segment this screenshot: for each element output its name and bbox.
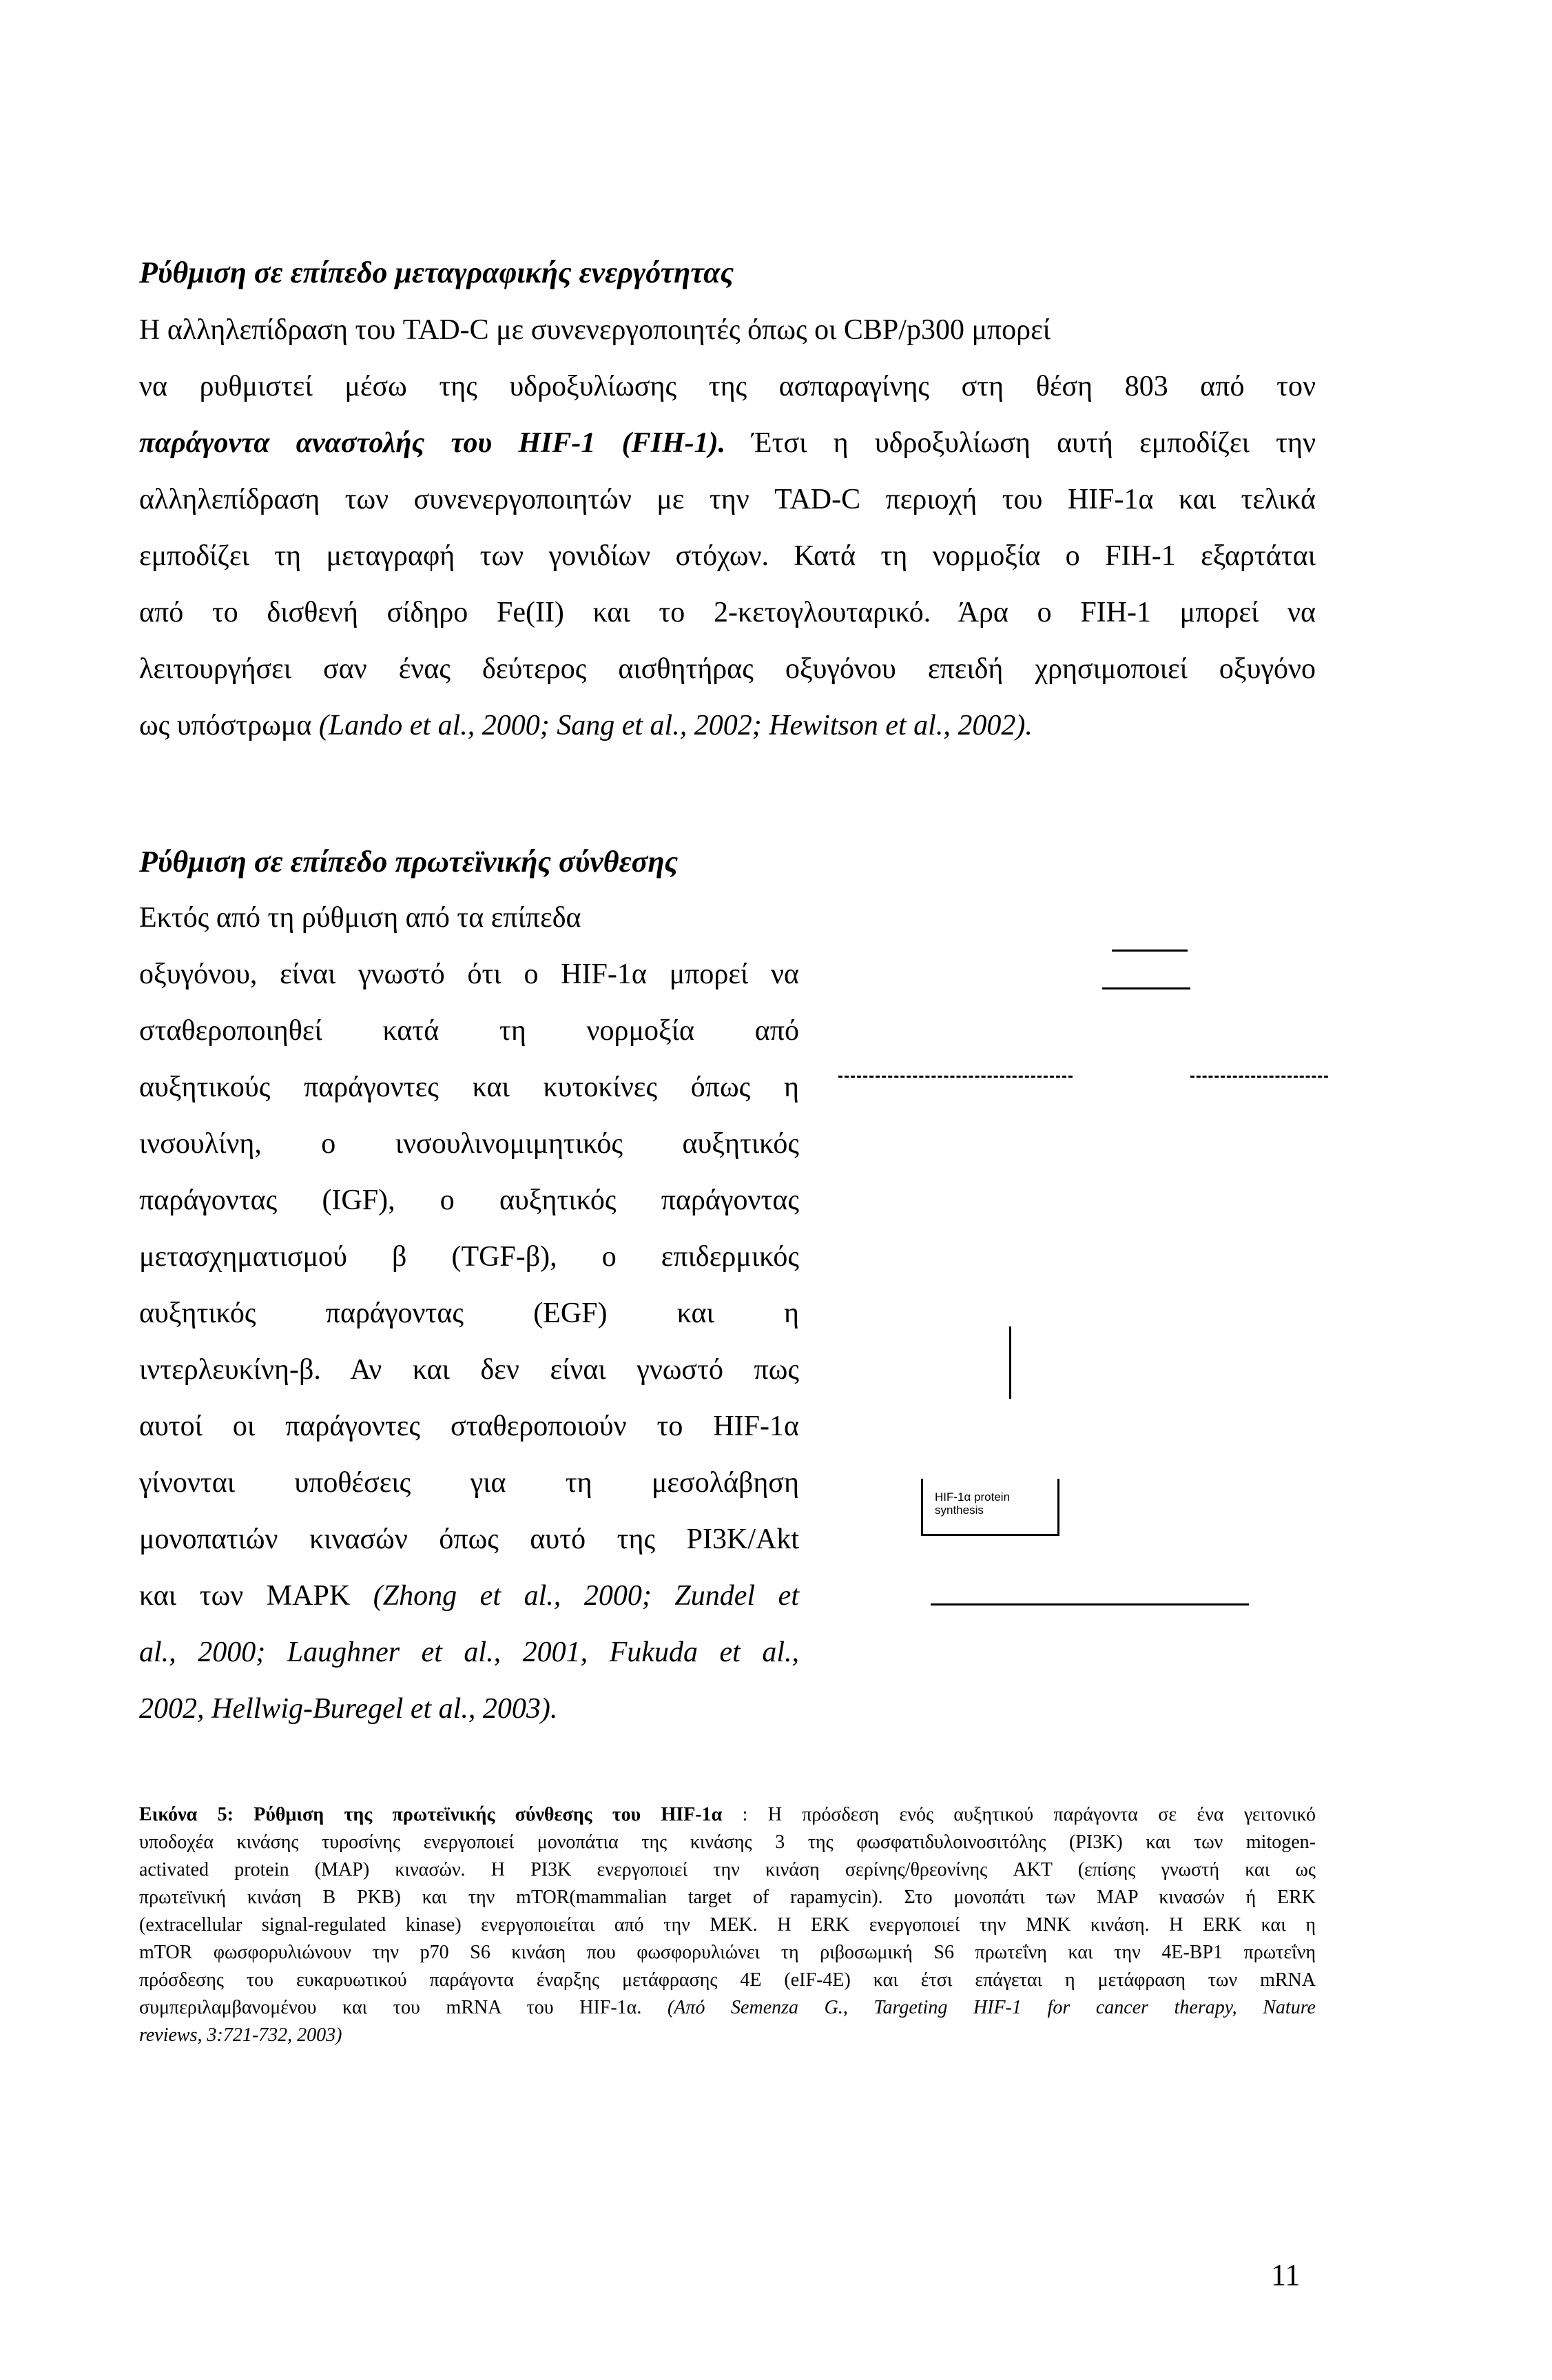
caption-line-text: reviews, 3:721-732, 2003) (139, 2024, 342, 2046)
paragraph-line-text: αυξητικός παράγοντας (EGF) και η (139, 1297, 799, 1329)
paragraph-line-text: (Zhong et al., 2000; Zundel et (373, 1580, 799, 1612)
paragraph-line-text: αλληλεπίδραση των συνενεργοποιητών με την TAD-C περιοχή του HIF-1α και τελικά (139, 484, 1316, 515)
paragraph-line-text: (Lando et al., 2000; Sang et al., 2002; Hewitson et al., 2002). (318, 710, 1033, 741)
paragraph-line (139, 1071, 799, 1104)
caption-line-text: πρόσδεσης του ευκαρυωτικού παράγοντα έναρξης μετάφρασης 4E (eIF-4E) και έτσι επάγεται η μετάφραση των mRNA (139, 1969, 1316, 1991)
paragraph-line (139, 1466, 799, 1499)
paragraph-line (139, 653, 1316, 686)
caption-line (139, 1942, 1316, 1964)
figure-line (1102, 987, 1190, 989)
caption-line-text: συμπεριλαμβανομένου και του mRNA του HIF-1α. (139, 1997, 668, 2018)
caption-line (139, 1804, 1316, 1826)
paragraph-line (139, 709, 1033, 742)
paragraph-line (139, 483, 1316, 516)
paragraph-line-text: μονοπατιών κινασών όπως αυτό της PI3K/Akt (139, 1524, 799, 1555)
caption-line-text: Εικόνα 5: Ρύθμιση της πρωτεϊνικής σύνθεσης του HIF-1α (139, 1804, 723, 1825)
caption-line (139, 2024, 342, 2046)
caption-line (139, 1997, 1316, 2019)
paragraph-line-text: al., 2000; Laughner et al., 2001, Fukuda et al., (139, 1637, 799, 1668)
paragraph-line-text: εμποδίζει τη μεταγραφή των γονιδίων στόχων. Κατά τη νορμοξία ο FIH-1 εξαρτάται (139, 540, 1316, 572)
caption-line (139, 1832, 1316, 1854)
paragraph-line (139, 370, 1316, 403)
figure-vertical-line (1009, 1326, 1011, 1399)
paragraph-line-text: οξυγόνου, είναι γνωστό ότι ο HIF-1α μπορεί να (139, 958, 799, 990)
caption-line-text: mTOR φωσφορυλιώνουν την p70 S6 κινάση που φωσφορυλιώνει τη ριβοσωμική S6 πρωτεΐνη και την 4E-BP1 πρωτεΐνη (139, 1942, 1316, 1963)
figure-dashed-line (1190, 1076, 1328, 1078)
figure-line (1112, 950, 1188, 952)
caption-line-text: (extracellular signal-regulated kinase) ενεργοποιείται από την MEK. Η ERK ενεργοποιεί την MNK κινάση. Η ERK και η (139, 1914, 1316, 1936)
caption-line-text: (Από Semenza G., Targeting HIF-1 for cancer therapy, Nature (667, 1997, 1316, 2018)
paragraph-line-text: ιντερλευκίνη-β. Αν και δεν είναι γνωστό πως (139, 1354, 799, 1386)
paragraph-line (139, 314, 1051, 347)
paragraph-line (139, 1523, 799, 1556)
caption-line-text: activated protein (MAP) κινασών. Η PI3K ενεργοποιεί την κινάση σερίνης/θρεονίνης AKT (επίσης γνωστή και ως (139, 1859, 1316, 1880)
paragraph-line-text: αυτοί οι παράγοντες σταθεροποιούν το HIF-1α (139, 1410, 799, 1442)
paragraph-line-text: παράγοντα αναστολής του HIF-1 (FIH-1). (139, 427, 726, 459)
paragraph-line-text: λειτουργήσει σαν ένας δεύτερος αισθητήρας οξυγόνου επειδή χρησιμοποιεί οξυγόνο (139, 653, 1316, 685)
figure-line (931, 1603, 1249, 1606)
paragraph-line (139, 1579, 799, 1612)
section-1-heading: Ρύθμιση σε επίπεδο μεταγραφικής ενεργότητας (139, 256, 734, 289)
caption-line (139, 1887, 1316, 1909)
paragraph-line (139, 958, 799, 991)
section-2-heading: Ρύθμιση σε επίπεδο πρωτεϊνικής σύνθεσης (139, 845, 679, 879)
paragraph-line-text: να ρυθμιστεί μέσω της υδροξυλίωσης της ασπαραγίνης στη θέση 803 από τον (139, 371, 1316, 402)
box-label-line1: HIF-1α protein (935, 1490, 1011, 1504)
paragraph-line (139, 427, 1316, 460)
paragraph-line-text: μετασχηματισμού β (TGF-β), ο επιδερμικός (139, 1241, 799, 1273)
paragraph-line (139, 1014, 799, 1047)
caption-line (139, 1969, 1316, 1991)
caption-line (139, 1859, 1316, 1881)
page-number: 11 (1271, 2258, 1301, 2292)
caption-line (139, 1914, 1316, 1936)
paragraph-line (139, 1636, 799, 1669)
paragraph-line-text: παράγοντας (IGF), ο αυξητικός παράγοντας (139, 1184, 799, 1216)
figure-dashed-line (838, 1076, 1073, 1078)
box-label-line2: synthesis (935, 1504, 984, 1517)
paragraph-line (139, 1692, 557, 1725)
paragraph-line (139, 540, 1316, 573)
paragraph-line (139, 1240, 799, 1273)
paragraph-line-text: Έτσι η υδροξυλίωση αυτή εμποδίζει την (725, 427, 1316, 459)
paragraph-line-text: από το δισθενή σίδηρο Fe(II) και το 2-κετογλουταρικό. Άρα ο FIH-1 μπορεί να (139, 597, 1316, 628)
paragraph-line-text: γίνονται υποθέσεις για τη μεσολάβηση (139, 1467, 799, 1499)
paragraph-line-text: Η αλληλεπίδραση του TAD-C με συνενεργοποιητές όπως οι CBP/p300 μπορεί (139, 314, 1051, 346)
caption-line-text: πρωτεϊνική κινάση B PKB) και την mTOR(mammalian target of rapamycin). Στο μονοπάτι των MAP κινασών ή ERK (139, 1887, 1316, 1908)
paragraph-line-text: ινσουλίνη, ο ινσουλινομιμητικός αυξητικός (139, 1128, 799, 1160)
paragraph-line (139, 1353, 799, 1386)
paragraph-line (139, 1410, 799, 1443)
paragraph-line (139, 596, 1316, 629)
paragraph-line-text: και των MAPK (139, 1580, 373, 1612)
paragraph-line-text: αυξητικούς παράγοντες και κυτοκίνες όπως η (139, 1071, 799, 1103)
paragraph-line (139, 1297, 799, 1330)
paragraph-line-text: ως υπόστρωμα (139, 710, 319, 741)
paragraph-line-text: 2002, Hellwig-Buregel et al., 2003). (139, 1693, 558, 1725)
caption-line-text: υποδοχέα κινάσης τυροσίνης ενεργοποιεί μονοπάτια της κινάσης 3 της φωσφατιδυλοινοσιτόλης (PI3K) και των mitogen- (139, 1832, 1316, 1853)
caption-line-text: : Η πρόσδεση ενός αυξητικού παράγοντα σε ένα γειτονικό (722, 1804, 1316, 1825)
paragraph-line-text: Εκτός από τη ρύθμιση από τα επίπεδα (139, 902, 581, 934)
paragraph-line (139, 1184, 799, 1217)
paragraph-line (139, 1127, 799, 1160)
paragraph-line-text: σταθεροποιηθεί κατά τη νορμοξία από (139, 1015, 799, 1047)
paragraph-line (139, 901, 581, 934)
